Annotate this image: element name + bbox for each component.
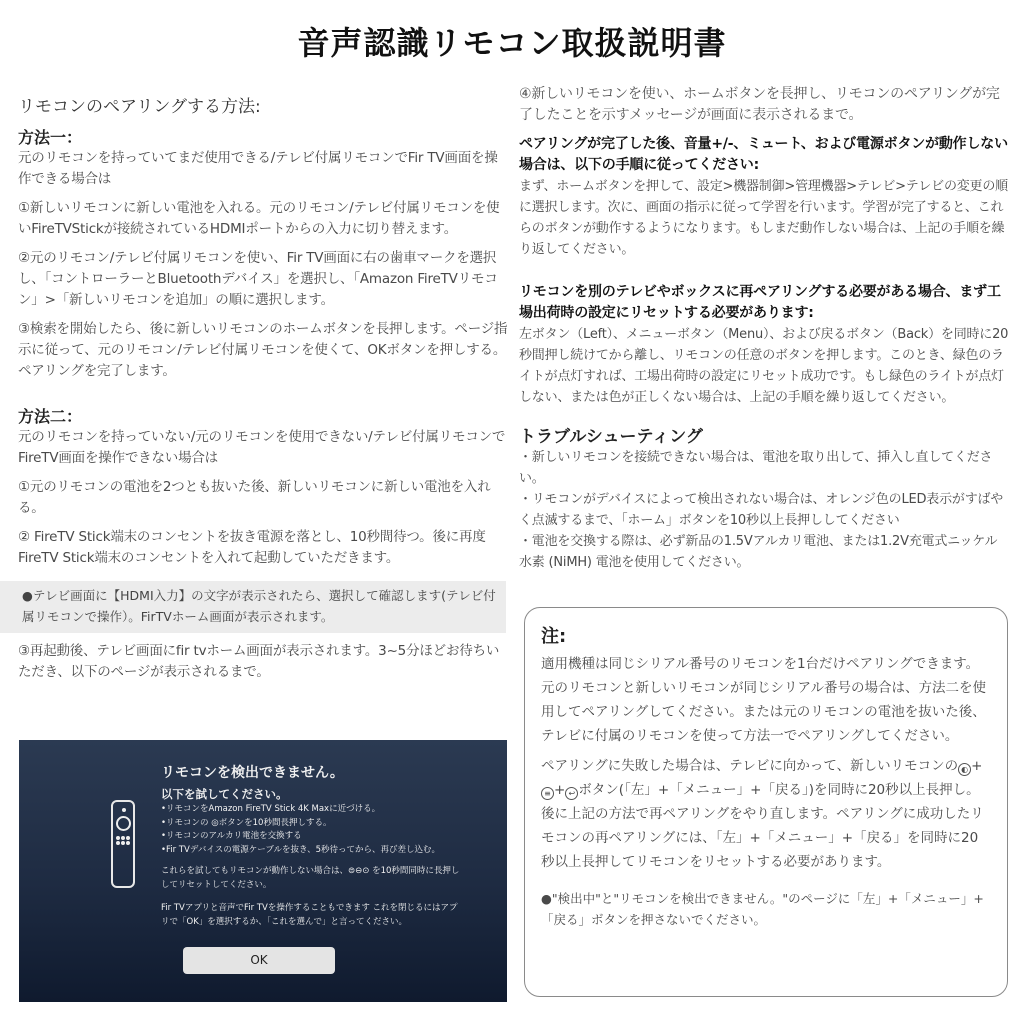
tv-heading: リモコンを検出できません。 bbox=[161, 765, 344, 781]
tv-list bbox=[161, 803, 440, 857]
troubleshooting-item: ・新しいリモコンを接続できない場合は、電池を取り出して、挿入し直してください。 bbox=[519, 450, 993, 486]
tv-subheading: 以下を試してください。 bbox=[161, 787, 288, 801]
volume-heading: ペアリングが完了した後、音量+/-、ミュート、および電源ボタンが動作しない場合は、以下の手順に従ってください: bbox=[519, 136, 1008, 173]
method1-step3: ③検索を開始したら、後に新しいリモコンのホームボタンを長押します。ページ指示に従って、元のリモコン/テレビ付属リモコンを使くて、OKボタンを押しする。ペアリングを完了します。 bbox=[18, 321, 508, 379]
method2-step3: ③再起動後、テレビ画面にfir tvホーム画面が表示されます。3~5分ほどお待ちいただき、以下のページが表示されるまで。 bbox=[18, 643, 500, 680]
tv-list-item: •リモコンのアルカリ電池を交換する bbox=[161, 831, 302, 841]
method1-step1: ①新しいリモコンに新しい電池を入れる。元のリモコン/テレビ付属リモコンを使いFireTVStickが接続されているHDMIポートからの入力に切り替えます。 bbox=[18, 200, 500, 237]
tv-list-item: •リモコンをAmazon FireTV Stick 4K Maxに近づける。 bbox=[161, 804, 381, 814]
note-para2: ペアリングに失敗した場合は、テレビに向かって、新しいリモコンの ◐ +≡ + ↩ ボタン(「左」+「メニュー」+「戻る」)を同時に20秒以上長押し。後に上記の方法で再ペアリングをやり直します。ペアリングに成功したリモコンの再ペアリングには、「左」+「メニュー」+「戻る」を同時に20秒以上長押してリモコンをリセットする必要があります。 bbox=[541, 758, 984, 870]
method1-step4: ④新しいリモコンを使い、ホームボタンを長押し、リモコンのペアリングが完了したことを示すメッセージが画面に表示されるまで。 bbox=[519, 86, 1000, 123]
reset-body: 左ボタン（Left）、メニューボタン（Menu）、および戻るボタン（Back）を同時に20秒間押し続けてから離し、リモコンの任意のボタンを押します。このとき、緑色のライトが点灯すれば、工場出荷時の設定にリセット成功です。もし緑色のライトが点灯しない、または色が正しくない場合は、上記の手順を繰り返してください。 bbox=[519, 327, 1009, 405]
note-box bbox=[524, 607, 1008, 997]
troubleshooting-item: ・電池を交換する際は、必ず新品の1.5Vアルカリ電池、または1.2V充電式ニッケル水素 (NiMH) 電池を使用してください。 bbox=[519, 534, 998, 570]
method2-heading: 方法二： bbox=[18, 407, 83, 426]
left-column bbox=[18, 92, 508, 683]
volume-body: まず、ホームボタンを押して、設定>機器制御>管理機器>テレビ>テレビの変更の順に選択します。次に、画面の指示に従って学習を行います。学習が完了すると、これらのボタンが動作するようになります。もしまだ動作しない場合は、上記の手順を繰り返してください。 bbox=[519, 179, 1008, 257]
method2-step2: ② FireTV Stick端末のコンセントを抜き電源を落とし、10秒間待つ。後に再度FireTV Stick端末のコンセントを入れて起動していただきます。 bbox=[18, 529, 486, 566]
note-bullet: ●"検出中"と"リモコンを検出できません。"のページに「左」+「メニュー」+「戻る」ボタンを押さないでください。 bbox=[541, 891, 984, 927]
method1-heading: 方法一： bbox=[18, 128, 83, 147]
hdmi-note: ●テレビ画面に【HDMI入力】の文字が表示されたら、選択して確認します(テレビ付属リモコンで操作）。FirTVホーム画面が表示されます。 bbox=[0, 581, 506, 633]
method1-step2: ②元のリモコン/テレビ付属リモコンを使い、Fir TV画面に右の歯車マークを選択し、「コントローラーとBluetoothデバイス」を選択し、「Amazon FireTVリモコン」>「新しいリモコンを追加」の順に選択します。 bbox=[18, 250, 498, 308]
tv-paragraph-reset: これらを試してもリモコンが動作しない場合は、⊜⊖⊙ を10秒間同時に長押ししてリセットしてください。 bbox=[161, 866, 460, 890]
note-heading: 注: bbox=[541, 626, 567, 647]
menu-button-icon: ≡ bbox=[541, 787, 554, 800]
troubleshooting-heading: トラブルシューティング bbox=[519, 427, 703, 447]
method1-condition: 元のリモコンを持っていてまだ使用できる/テレビ付属リモコンでFir TV画面を操作できる場合は bbox=[18, 150, 498, 187]
page-title: 音声認識リモコン取扱説明書 bbox=[297, 24, 727, 62]
note-para1: 適用機種は同じシリアル番号のリモコンを1台だけペアリングできます。元のリモコンと新しいリモコンが同じシリアル番号の場合は、方法二を使用してペアリングしてください。または元のリモコンの電池を抜いた後、テレビに付属のリモコンを使って方法一でペアリングしてください。 bbox=[541, 656, 986, 744]
back-button-icon: ↩ bbox=[565, 787, 578, 800]
tv-screen-image bbox=[19, 740, 507, 1002]
remote-icon bbox=[111, 800, 135, 888]
left-button-icon: ◐ bbox=[958, 763, 971, 776]
troubleshooting-item: ・リモコンがデバイスによって検出されない場合は、オレンジ色のLED表示がすばやく点滅するまで、「ホーム」ボタンを10秒以上長押ししてください bbox=[519, 492, 1004, 528]
section-title: リモコンのペアリングする方法: bbox=[18, 97, 261, 117]
tv-list-item: •Fir TVデバイスの電源ケーブルを抜き、5秒待ってから、再び差し込む。 bbox=[161, 844, 441, 855]
reset-heading: リモコンを別のテレビやボックスに再ペアリングする必要がある場合、まず工場出荷時の設定にリセットする必要があります: bbox=[519, 284, 1001, 321]
method2-condition: 元のリモコンを持っていない/元のリモコンを使用できない/テレビ付属リモコンでFireTV画面を操作できない場合は bbox=[18, 429, 506, 466]
method2-step1: ①元のリモコンの電池を2つとも抜いた後、新しいリモコンに新しい電池を入れる。 bbox=[18, 479, 491, 516]
tv-list-item: •リモコンの ◎ボタンを10秒間長押しする。 bbox=[161, 817, 332, 828]
tv-ok-button: OK bbox=[183, 947, 335, 974]
right-column bbox=[519, 84, 1009, 573]
tv-paragraph-app: Fir TVアプリと音声でFir TVを操作することもできます これを閉じるにはアプリで「OK」を選択するか、「これを選んで」と言ってください。 bbox=[161, 903, 458, 927]
